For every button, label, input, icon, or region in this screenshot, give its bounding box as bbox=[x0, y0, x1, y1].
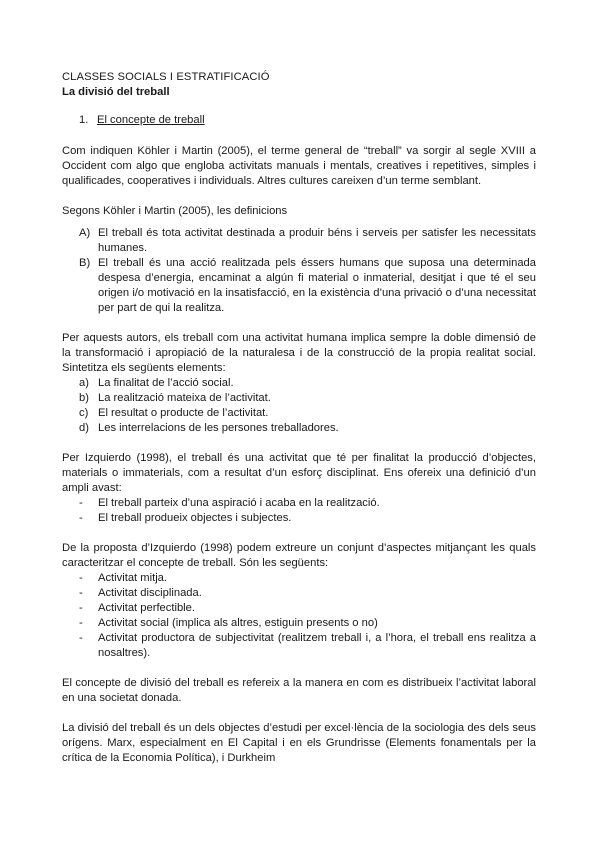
list-marker: c) bbox=[79, 407, 89, 419]
list-marker: - bbox=[79, 587, 83, 599]
list-marker: - bbox=[79, 632, 83, 644]
list-item-text: El treball és una acció realitzada pels éssers humans que suposa una determinada despesa d’energia, encaminat a algún fi material o inmaterial, desitjat i que té el seu origen i/o motivació en la insatisfacció, en la existència d’una privació o d’una necessitat per part de qui la realitza. bbox=[98, 257, 536, 314]
list-item bbox=[62, 406, 536, 421]
paragraph-7: La divisió del treball és un dels objectes d’estudi per excel·lència de la sociologia des dels seus orígens. Marx, especialment en El Capital i en els Grundrisse (Elements fonamentals per la crítica de la Economia Política), i Durkheim bbox=[62, 722, 536, 764]
list-item bbox=[62, 616, 536, 631]
section-number: 1. bbox=[79, 114, 89, 126]
list-item bbox=[62, 376, 536, 391]
list-marker: A) bbox=[79, 227, 91, 239]
paragraph-2: Segons Köhler i Martin (2005), les definicions bbox=[62, 205, 288, 217]
section-heading bbox=[79, 113, 536, 128]
list-item bbox=[62, 226, 536, 256]
list-item bbox=[62, 421, 536, 436]
list-item bbox=[62, 256, 536, 316]
list-item-text: La finalitat de l’acció social. bbox=[98, 377, 234, 389]
document-page bbox=[62, 70, 536, 766]
section-title: El concepte de treball bbox=[97, 114, 205, 126]
list-item-text: El resultat o producte de l’activitat. bbox=[98, 407, 269, 419]
list-item bbox=[62, 631, 536, 661]
paragraph-5: De la proposta d’Izquierdo (1998) podem extreure un conjunt d’aspectes mitjançant les quals caracteritzar el concepte de treball. Són les següents: bbox=[62, 542, 536, 569]
list-item-text: Les interrelacions de les persones treballadores. bbox=[98, 422, 339, 434]
list-item bbox=[62, 571, 536, 586]
list-item-text: Activitat mitja. bbox=[98, 572, 168, 584]
aspects-list bbox=[62, 571, 536, 661]
list-marker: d) bbox=[79, 422, 89, 434]
list-marker: - bbox=[79, 497, 83, 509]
list-item bbox=[62, 391, 536, 406]
list-marker: B) bbox=[79, 257, 91, 269]
list-marker: - bbox=[79, 512, 83, 524]
list-item bbox=[62, 601, 536, 616]
elements-list bbox=[62, 376, 536, 436]
document-title: CLASSES SOCIALS I ESTRATIFICACIÓ bbox=[62, 71, 270, 83]
list-item-text: Activitat productora de subjectivitat (realitzem treball i, a l’hora, el treball ens realitza a nosaltres). bbox=[98, 632, 536, 659]
list-item-text: El treball parteix d’una aspiració i acaba en la realització. bbox=[98, 497, 380, 509]
paragraph-1: Com indiquen Köhler i Martin (2005), el terme general de “treball” va sorgir al segle XVIII a Occident com algo que engloba activitats manuals i mentals, creatives i repetitives, simples i qualificades, cooperatives i individuals. Altres cultures careixen d’un terme semblant. bbox=[62, 145, 536, 187]
izquierdo-list bbox=[62, 496, 536, 526]
document-subtitle: La divisió del treball bbox=[62, 86, 170, 98]
definitions-list bbox=[62, 226, 536, 316]
list-item-text: El treball és tota activitat destinada a produir béns i serveis per satisfer les necessitats humanes. bbox=[98, 227, 536, 254]
list-item bbox=[62, 496, 536, 511]
list-marker: - bbox=[79, 617, 83, 629]
list-item-text: Activitat social (implica als altres, estiguin presents o no) bbox=[98, 617, 378, 629]
paragraph-3: Per aquests autors, els treball com una activitat humana implica sempre la doble dimensió de la transformació i apropiació de la naturalesa i de la construcció de la propia realitat social. Sintetitza els següents elements: bbox=[62, 332, 536, 374]
list-item-text: La realització mateixa de l’activitat. bbox=[98, 392, 271, 404]
list-item-text: Activitat perfectible. bbox=[98, 602, 196, 614]
list-marker: - bbox=[79, 572, 83, 584]
list-marker: a) bbox=[79, 377, 89, 389]
list-item-text: Activitat disciplinada. bbox=[98, 587, 202, 599]
list-item-text: El treball produeix objectes i subjectes. bbox=[98, 512, 292, 524]
list-item bbox=[62, 586, 536, 601]
list-item bbox=[62, 511, 536, 526]
list-marker: - bbox=[79, 602, 83, 614]
paragraph-6: El concepte de divisió del treball es refereix a la manera en com es distribueix l’activitat laboral en una societat donada. bbox=[62, 677, 536, 704]
list-marker: b) bbox=[79, 392, 89, 404]
paragraph-4: Per Izquierdo (1998), el treball és una activitat que té per finalitat la producció d’objectes, materials o immaterials, com a resultat d’un esforç disciplinat. Ens ofereix una definició d’un ampli avast: bbox=[62, 452, 536, 494]
